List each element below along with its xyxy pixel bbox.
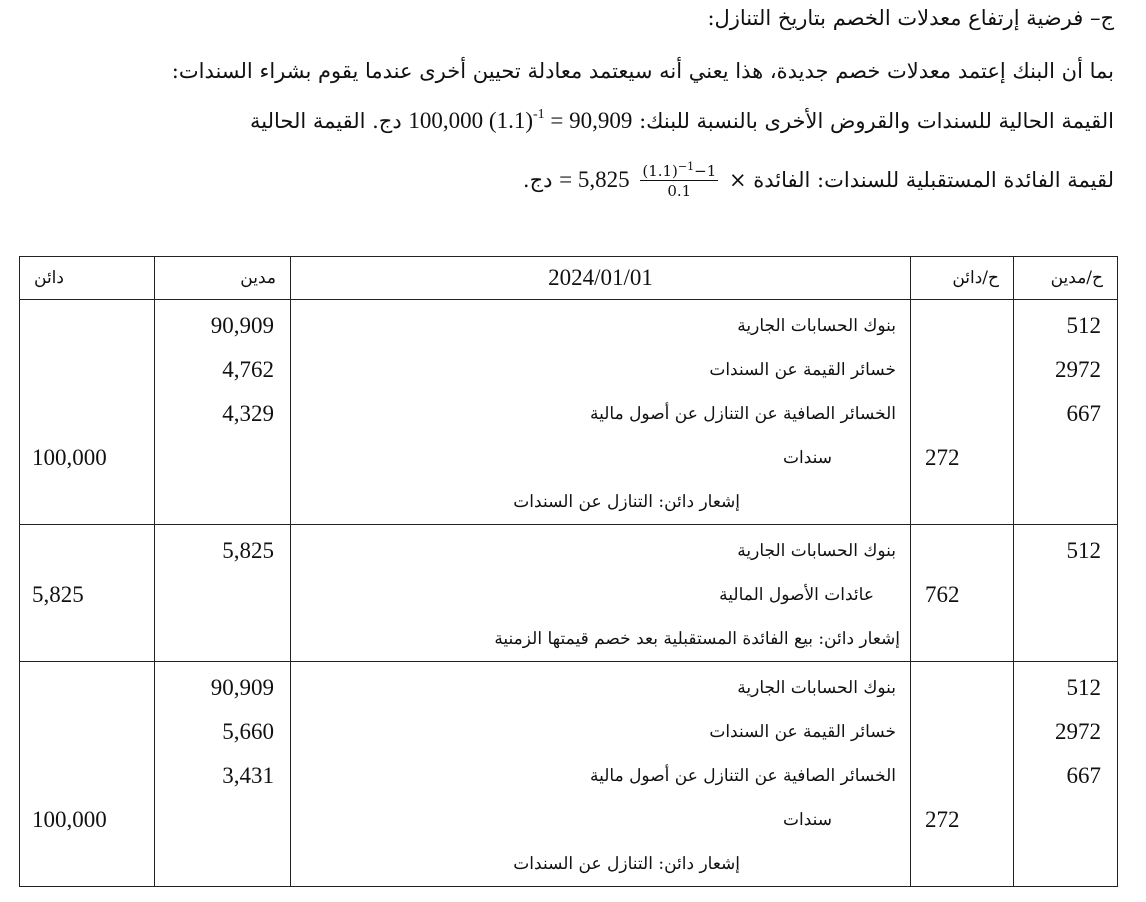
interest-value-label: لقيمة الفائدة المستقبلية للسندات: الفائدة × [728,168,1114,192]
account-description: الخسائر الصافية عن التنازل عن أصول مالية [589,404,896,424]
credit-account-number: 762 [925,582,960,607]
debit-amount: 4,762 [222,357,274,382]
entry-memo: إشعار دائن: التنازل عن السندات [513,854,740,874]
header-account-debit: ح/مدين [1014,257,1118,300]
account-description: سندات [782,810,832,830]
present-value-formula [408,106,632,136]
debit-account-column [1014,662,1118,887]
debit-account-number: 2972 [1055,719,1101,744]
journal-entry-3 [20,662,1118,887]
debit-amount: 90,909 [210,313,274,338]
debit-amount: 90,909 [210,675,274,700]
interest-value-result: 5,825 [577,167,630,192]
credit-amount: 100,000 [32,807,107,832]
entry-memo: إشعار دائن: بيع الفائدة المستقبلية بعد خصم قيمتها الزمنية [494,629,900,649]
header-debit: مدين [155,257,291,300]
interest-value-formula [559,158,629,202]
description-column [291,662,911,887]
debit-amount: 5,660 [222,719,274,744]
credit-account-number: 272 [925,445,960,470]
present-value-label: القيمة الحالية للسندات والقروض الأخرى بالنسبة للبنك: [639,109,1114,133]
present-value-line [250,106,1114,136]
debit-account-number: 667 [1066,401,1101,426]
credit-amount: 100,000 [32,445,107,470]
debit-account-number: 667 [1066,763,1101,788]
account-description: خسائر القيمة عن السندات [709,722,896,742]
debit-column [155,662,291,887]
description-column [291,525,911,662]
account-description: بنوك الحسابات الجارية [737,678,896,698]
annuity-fraction [640,162,718,201]
header-account-credit: ح/دائن [911,257,1014,300]
entry-memo: إشعار دائن: التنازل عن السندات [513,492,740,512]
principal-value: 100,000 [408,108,484,133]
discount-rate: (1.1) [488,108,533,133]
section-heading: ج– فرضية إرتفاع معدلات الخصم بتاريخ التنازل: [707,6,1114,30]
interest-value-suffix: دج. [522,168,553,192]
debit-account-number: 512 [1066,313,1101,338]
credit-column [20,300,155,525]
debit-account-number: 512 [1066,675,1101,700]
journal-entry-1 [20,300,1118,525]
credit-account-column [911,300,1014,525]
present-value-suffix: دج. القيمة الحالية [250,109,402,133]
description-column [291,300,911,525]
equals-sign: = [550,108,564,133]
credit-account-column [911,662,1014,887]
account-description: بنوك الحسابات الجارية [737,316,896,336]
credit-amount: 5,825 [32,582,84,607]
fraction-numerator: $(1.1)^{-1}-1$ [642,160,717,180]
intro-paragraph-line: بما أن البنك إعتمد معدلات خصم جديدة، هذا يعني أنه سيعتمد معادلة تحيين أخرى عندما يقوم بشراء السندات: [171,59,1114,83]
debit-amount: 5,825 [222,538,274,563]
rate-exponent: -1 [532,107,545,122]
debit-account-number: 2972 [1055,357,1101,382]
header-credit: دائن [20,257,155,300]
credit-account-number: 272 [925,807,960,832]
credit-account-column [911,525,1014,662]
debit-amount: 3,431 [222,763,274,788]
debit-column [155,300,291,525]
debit-amount: 4,329 [222,401,274,426]
credit-column [20,525,155,662]
interest-value-line [523,158,1114,202]
account-description: عائدات الأصول المالية [719,585,874,605]
journal-table [19,256,1118,887]
debit-account-number: 512 [1066,538,1101,563]
equals-sign: = [559,167,573,192]
debit-column [155,525,291,662]
table-header-row [20,257,1118,300]
header-date: 2024/01/01 [291,257,911,300]
account-description: خسائر القيمة عن السندات [709,360,896,380]
present-value-result: 90,909 [569,108,633,133]
journal-entry-2 [20,525,1118,662]
debit-account-column [1014,525,1118,662]
account-description: سندات [782,448,832,468]
account-description: بنوك الحسابات الجارية [737,541,896,561]
debit-account-column [1014,300,1118,525]
account-description: الخسائر الصافية عن التنازل عن أصول مالية [589,766,896,786]
credit-column [20,662,155,887]
fraction-denominator: 0.1 [667,182,692,200]
